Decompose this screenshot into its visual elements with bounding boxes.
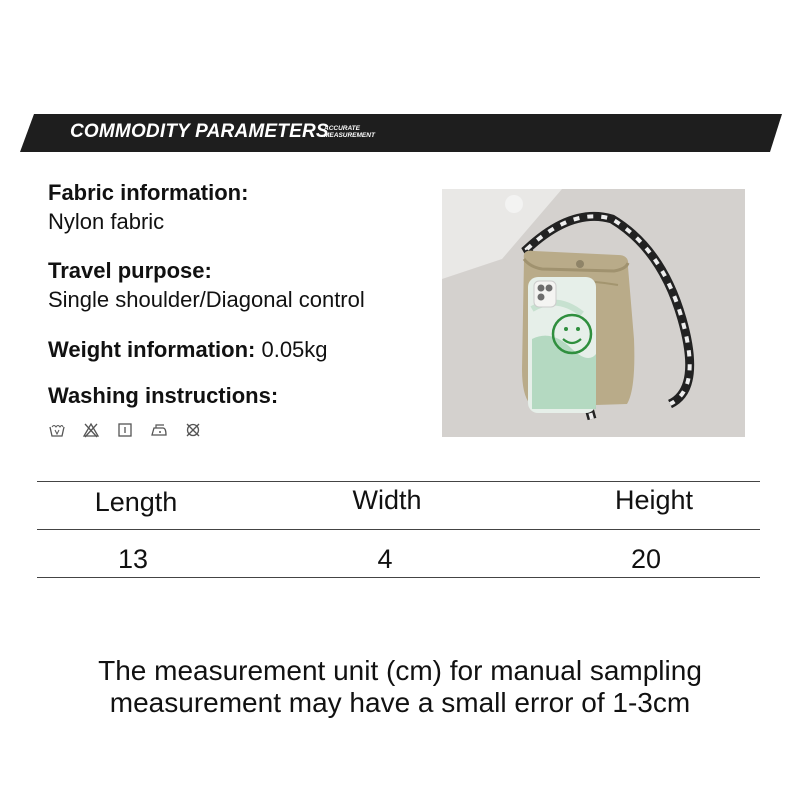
weight-row [48,337,328,363]
travel-value: Single shoulder/Diagonal control [48,287,365,312]
washing-icons [48,422,202,438]
travel-label: Travel purpose: [48,258,212,283]
header-height: Height [614,485,694,515]
header-width: Width [352,485,422,515]
note-line-1: The measurement unit (cm) for manual sampling [98,655,702,686]
banner-subtitle: ACCURATE MEASUREMENT [324,125,375,139]
product-photo [442,189,745,437]
table-mid-rule [37,529,760,530]
banner-title: COMMODITY PARAMETERS [70,121,329,142]
note-line-2: measurement may have a small error of 1-3cm [109,687,691,718]
value-length: 13 [117,544,149,574]
parameters-banner [20,114,782,152]
weight-label: Weight information: [48,337,256,362]
hand-wash-icon [48,422,66,438]
fabric-value: Nylon fabric [48,209,165,234]
iron-low-icon [150,422,168,438]
washing-label: Washing instructions: [48,383,279,408]
fabric-label: Fabric information: [48,180,249,205]
measurement-note [40,655,760,719]
value-width: 4 [377,544,393,574]
weight-value: 0.05kg [255,337,328,362]
table-top-rule [37,481,760,482]
table-bottom-rule [37,577,760,578]
do-not-dry-clean-icon [184,422,202,438]
value-height: 20 [630,544,662,574]
hang-dry-icon [116,422,134,438]
header-length: Length [94,487,178,517]
do-not-bleach-icon [82,422,100,438]
